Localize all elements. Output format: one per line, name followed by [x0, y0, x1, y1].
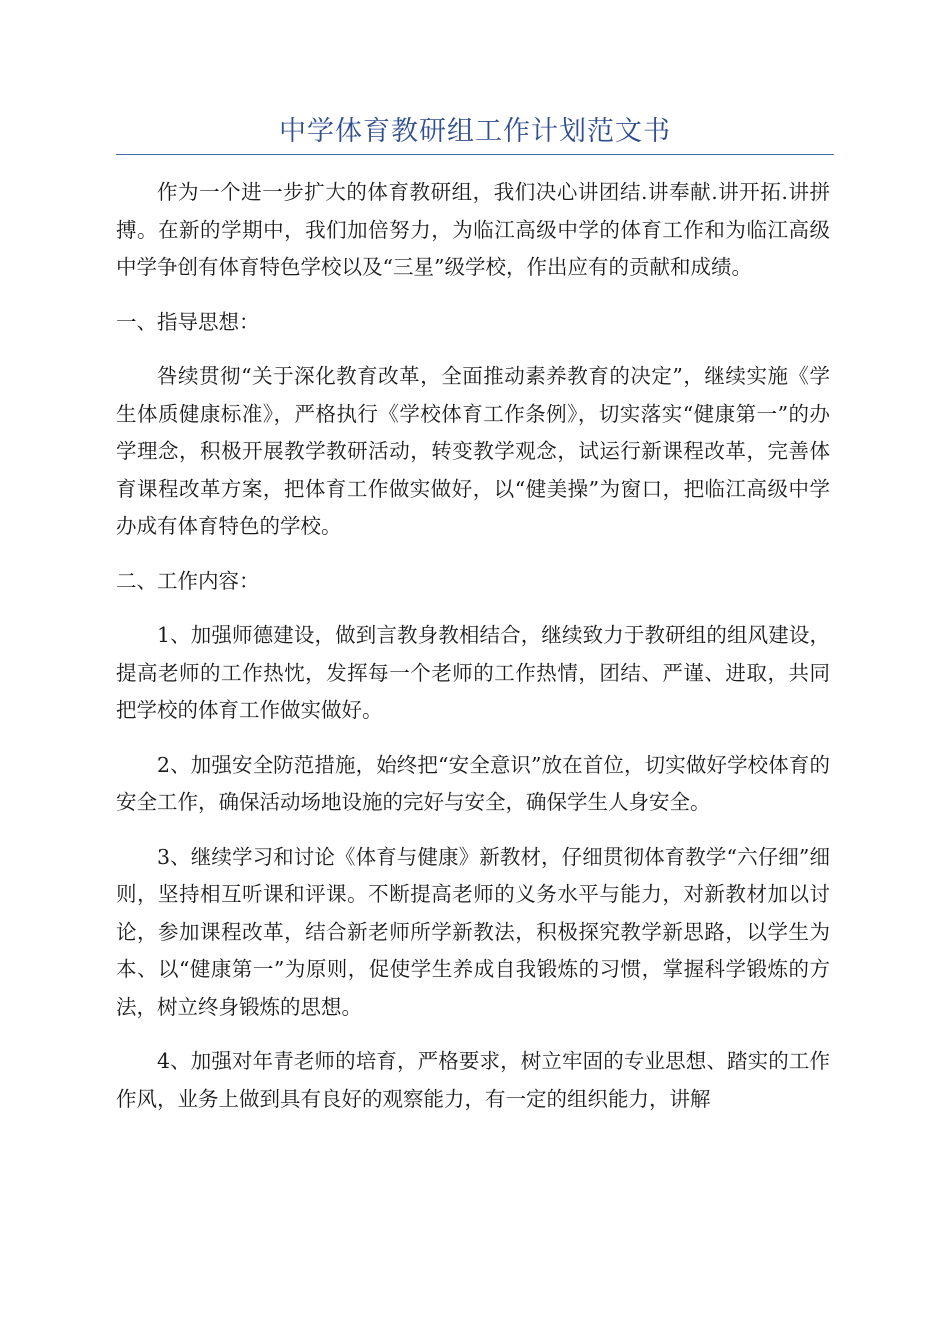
- document-body: [116, 174, 830, 1135]
- paragraph-intro: 作为一个进一步扩大的体育教研组，我们决心讲团结.讲奉献.讲开拓.讲拼搏。在新的学期中，我们加倍努力，为临江高级中学的体育工作和为临江高级中学争创有体育特色学校以及“三星”级学校，作出应有的贡献和成绩。: [116, 180, 830, 279]
- paragraph-guiding-ideology: 咎续贯彻“关于深化教育改革，全面推动素养教育的决定”，继续实施《学生体质健康标准》，严格执行《学校体育工作条例》，切实落实“健康第一”的办学理念，积极开展教学教研活动，转变教学观念，试运行新课程改革，完善体育课程改革方案，把体育工作做实做好，以“健美操”为窗口，把临江高级中学办成有体育特色的学校。: [116, 364, 830, 538]
- section-heading-guiding-ideology: 一、指导思想：: [116, 309, 260, 334]
- paragraph-item-1: 1、加强师德建设，做到言教身教相结合，继续致力于教研组的组风建设，提高老师的工作热忱，发挥每一个老师的工作热情，团结、严谨、进取，共同把学校的体育工作做实做好。: [116, 623, 830, 722]
- title-underline: [116, 154, 834, 155]
- paragraph-item-3: 3、继续学习和讨论《体育与健康》新教材，仔细贯彻体育教学“六仔细”细则，坚持相互听课和评课。不断提高老师的义务水平与能力，对新教材加以讨论，参加课程改革，结合新老师所学新教法，积极探究教学新思路，以学生为本、以“健康第一”为原则，促使学生养成自我锻炼的习惯，掌握科学锻炼的方法，树立终身锻炼的思想。: [116, 844, 830, 1019]
- paragraph-item-2: 2、加强安全防范措施，始终把“安全意识”放在首位，切实做好学校体育的安全工作，确保活动场地设施的完好与安全，确保学生人身安全。: [116, 752, 830, 814]
- section-heading-work-content: 二、工作内容：: [116, 568, 260, 593]
- paragraph-item-4: 4、加强对年青老师的培育，严格要求，树立牢固的专业思想、踏实的工作作风，业务上做到具有良好的观察能力，有一定的组织能力，讲解: [116, 1049, 830, 1111]
- document-title: 中学体育教研组工作计划范文书: [279, 116, 671, 147]
